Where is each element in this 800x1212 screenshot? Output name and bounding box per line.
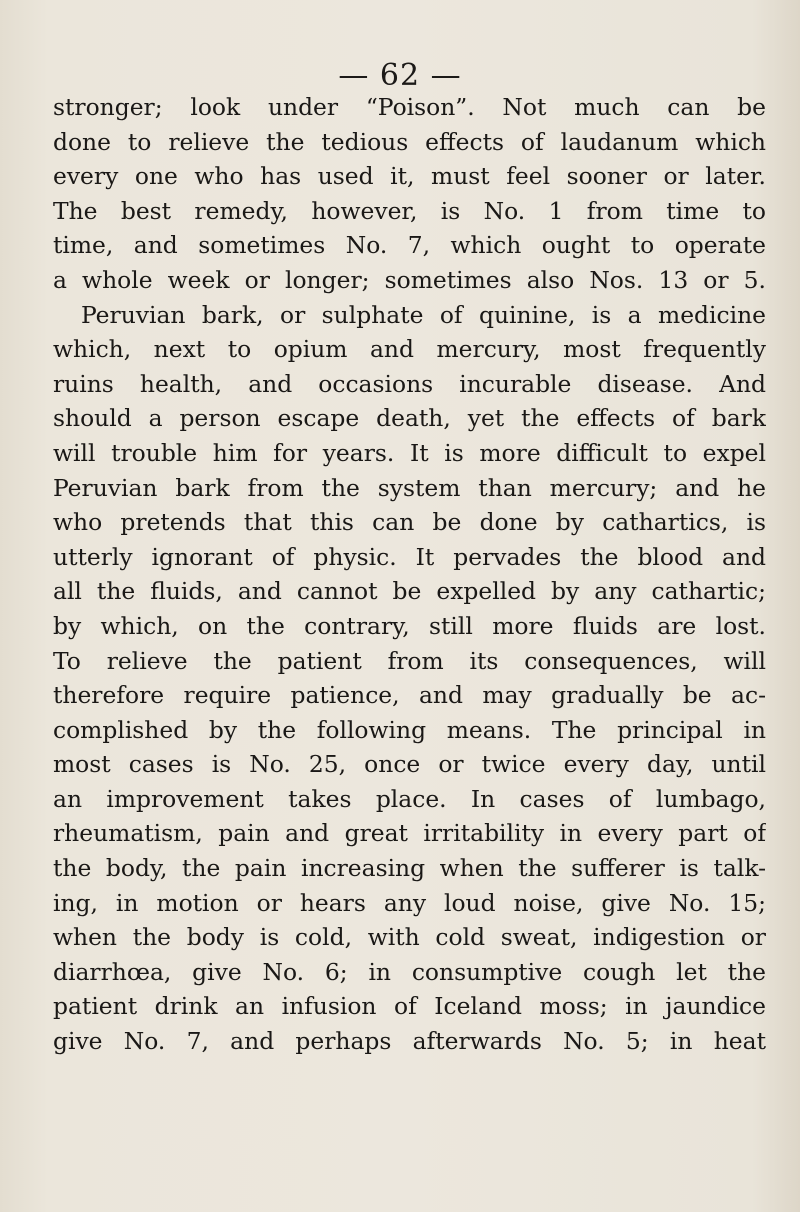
text-line: therefore require patience, and may gradually be ac- [53,681,766,710]
text-line: To relieve the patient from its consequences, will [53,646,766,675]
text-line: by which, on the contrary, still more fluids are lost. [53,611,766,640]
text-line: ing, in motion or hears any loud noise, give No. 15; [53,888,766,917]
text-line: will trouble him for years. It is more difficult to expel [53,438,766,467]
text-line: the body, the pain increasing when the sufferer is talk- [53,854,766,883]
text-line: when the body is cold, with cold sweat, indigestion or [53,923,766,952]
body-text [53,90,766,1059]
text-line: most cases is No. 25, once or twice every day, until [53,750,766,779]
text-line: a whole week or longer; sometimes also Nos. 13 or 5. [53,265,766,294]
text-line: complished by the following means. The principal in [53,715,766,744]
text-line: Peruvian bark, or sulphate of quinine, is a medicine [81,300,766,329]
text-line: an improvement takes place. In cases of lumbago, [53,784,766,813]
text-line: diarrhœa, give No. 6; in consumptive cough let the [53,957,766,986]
text-line: time, and sometimes No. 7, which ought to operate [53,231,766,260]
text-line: done to relieve the tedious effects of laudanum which [53,127,766,156]
text-line: utterly ignorant of physic. It pervades the blood and [53,542,766,571]
text-line: patient drink an infusion of Iceland moss; in jaundice [53,992,766,1021]
text-line: The best remedy, however, is No. 1 from time to [53,196,766,225]
text-line: every one who has used it, must feel sooner or later. [53,162,766,191]
text-line: who pretends that this can be done by cathartics, is [53,508,766,537]
text-line: ruins health, and occasions incurable disease. And [53,369,766,398]
page-number: — 62 — [338,58,462,93]
text-line: should a person escape death, yet the effects of bark [53,404,766,433]
text-line: which, next to opium and mercury, most frequently [53,335,766,364]
text-line: rheumatism, pain and great irritability in every part of [53,819,766,848]
text-line: stronger; look under “Poison”. Not much can be [53,93,766,121]
text-line: Peruvian bark from the system than mercury; and he [53,473,766,502]
text-line: all the fluids, and cannot be expelled by any cathartic; [53,577,766,606]
text-line: give No. 7, and perhaps afterwards No. 5; in heat [53,1027,766,1056]
